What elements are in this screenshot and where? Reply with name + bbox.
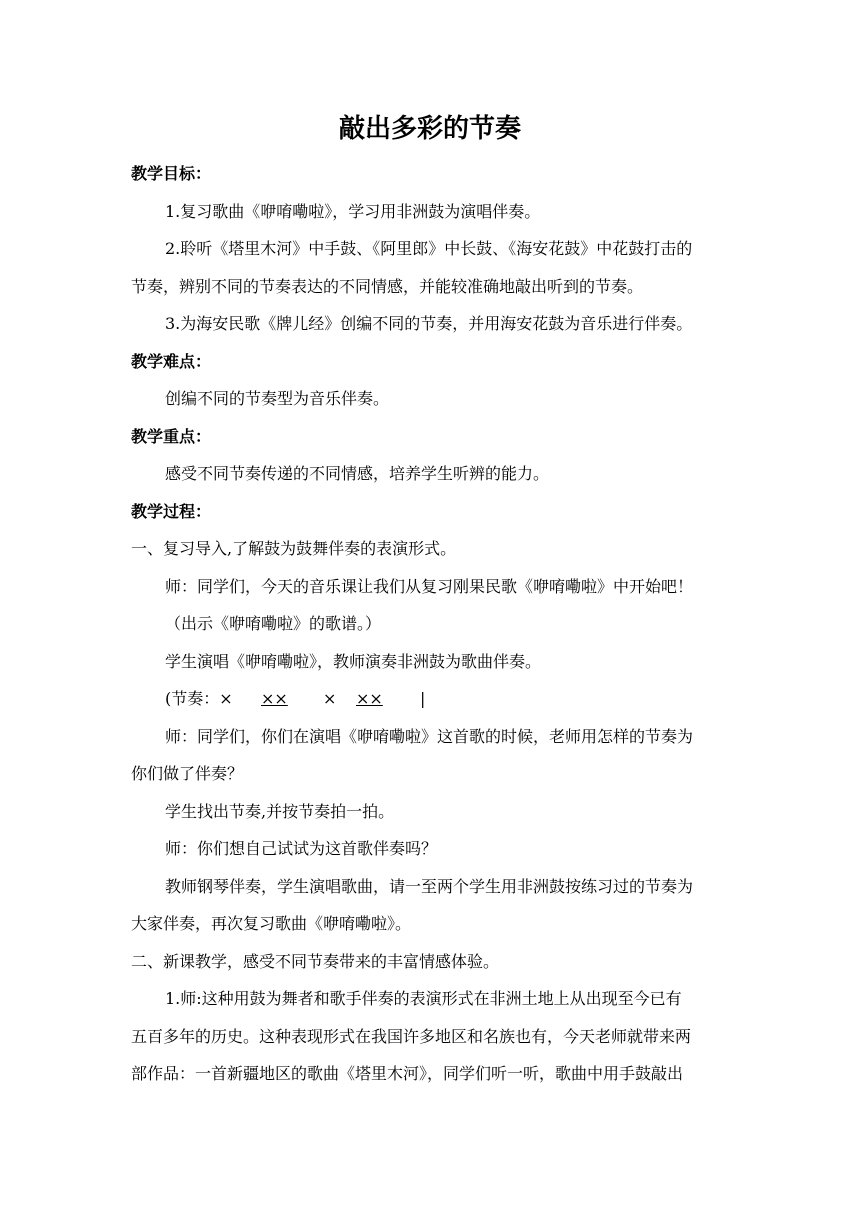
rhythm-note: ××	[261, 689, 288, 708]
rhythm-note: ××	[356, 689, 383, 708]
paragraph-line: 学生找出节奏,并按节奏拍一拍。	[165, 802, 395, 821]
paragraph-line: 节奏，辨别不同的节奏表达的不同情感，并能较准确地敲出听到的节奏。	[131, 277, 644, 296]
section-heading: 教学难点：	[131, 352, 212, 371]
paragraph-line: 感受不同节奏传递的不同情感，培养学生听辨的能力。	[165, 464, 550, 483]
rhythm-note: ×	[323, 689, 337, 708]
document-title: 敲出多彩的节奏	[338, 114, 521, 144]
paragraph-line: 五百多年的历史。这种表现形式在我国许多地区和名族也有，今天老师就带来两	[131, 1027, 692, 1046]
paragraph-line: （出示《咿唷嘞啦》的歌谱。）	[165, 614, 382, 633]
paragraph-line: 1.复习歌曲《咿唷嘞啦》，学习用非洲鼓为演唱伴奏。	[165, 202, 541, 221]
paragraph-line: 2.聆听《塔里木河》中手鼓、《阿里郎》中长鼓、《海安花鼓》中花鼓打击的	[165, 239, 693, 258]
rhythm-notation	[165, 688, 465, 710]
section-heading: 教学目标：	[131, 164, 212, 183]
paragraph-line: 学生演唱《咿唷嘞啦》，教师演奏非洲鼓为歌曲伴奏。	[165, 652, 542, 671]
paragraph-line: 3.为海安民歌《牌儿经》创编不同的节奏，并用海安花鼓为音乐进行伴奏。	[165, 314, 693, 333]
paragraph-line: 1.师:这种用鼓为舞者和歌手伴奏的表演形式在非洲土地上从出现至今已有	[165, 989, 682, 1008]
paragraph-line: 师：同学们，你们在演唱《咿唷嘞啦》这首歌的时候，老师用怎样的节奏为	[165, 727, 694, 746]
paragraph-line: 二、新课教学，感受不同节奏带来的丰富情感体验。	[131, 952, 500, 971]
paragraph-line: 创编不同的节奏型为音乐伴奏。	[165, 389, 390, 408]
section-heading: 教学过程：	[131, 502, 212, 521]
rhythm-prefix: (节奏：×	[165, 689, 233, 708]
paragraph-line: 部作品：一首新疆地区的歌曲《塔里木河》，同学们听一听，歌曲中用手鼓敲出	[131, 1064, 684, 1083]
paragraph-line: 大家伴奏，再次复习歌曲《咿唷嘞啦》。	[131, 914, 412, 933]
rhythm-barline: |	[420, 689, 426, 708]
paragraph-line: 师：你们想自己试试为这首歌伴奏吗？	[165, 839, 438, 858]
paragraph-line: 你们做了伴奏？	[131, 764, 244, 783]
paragraph-line: 教师钢琴伴奏，学生演唱歌曲，请一至两个学生用非洲鼓按练习过的节奏为	[165, 877, 694, 896]
section-heading: 教学重点：	[131, 427, 212, 446]
paragraph-line: 师：同学们，今天的音乐课让我们从复习刚果民歌《咿唷嘞啦》中开始吧！	[165, 577, 694, 596]
paragraph-line: 一、复习导入,了解鼓为鼓舞伴奏的表演形式。	[131, 539, 457, 558]
